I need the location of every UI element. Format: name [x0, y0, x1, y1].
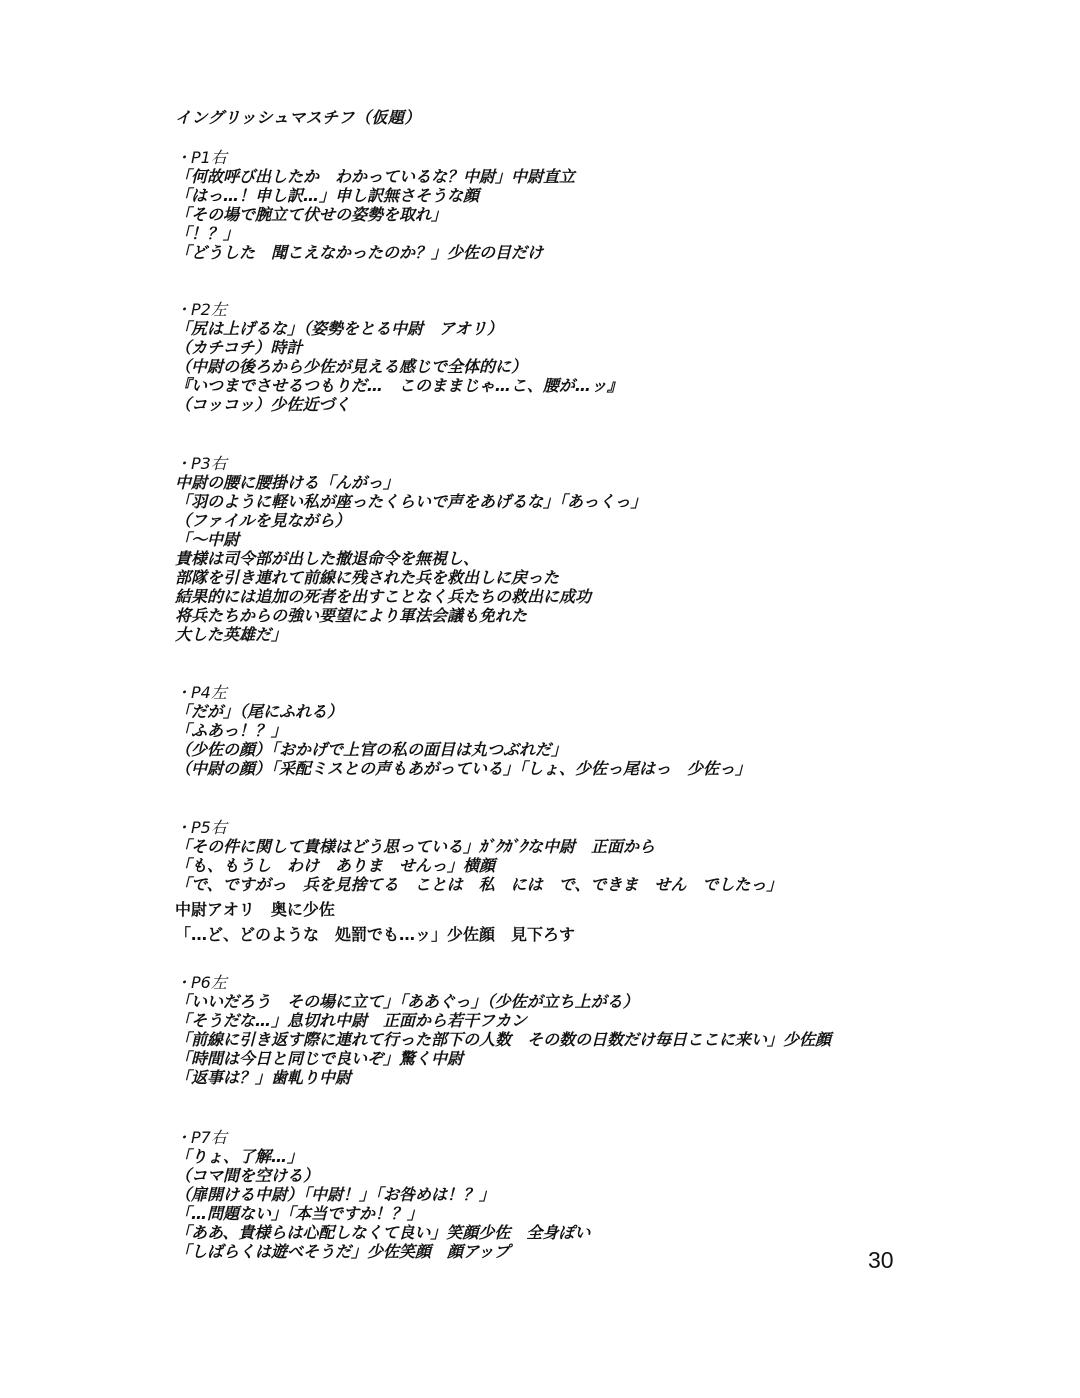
script-line: 「いいだろう その場に立て」「ああぐっ」（少佐が立ち上がる）	[175, 992, 639, 1011]
script-line: 「しばらくは遊べそうだ」少佐笑顔 顔アップ	[175, 1242, 510, 1261]
script-line: （コマ間を空ける）	[175, 1166, 320, 1185]
script-line: 「はっ…！申し訳…」申し訳無さそうな顔	[175, 186, 480, 205]
panel-section-p4	[175, 683, 751, 778]
script-line: 「！？」	[175, 224, 240, 243]
script-line: 「羽のように軽い私が座ったくらいで声をあげるな」「あっくっ」	[175, 492, 647, 511]
script-line: 貴様は司令部が出した撤退命令を無視し、	[175, 549, 480, 568]
section-header: ・P4左	[175, 683, 227, 702]
script-line: 「そうだな…」息切れ中尉 正面から若干フカン	[175, 1011, 527, 1030]
script-line: 「どうした 聞こえなかったのか？」少佐の目だけ	[175, 243, 544, 262]
script-line: 大した英雄だ」	[175, 625, 288, 644]
script-line: （ファイルを見ながら）	[175, 511, 351, 530]
script-line: 「ふあっ！？」	[175, 721, 287, 740]
script-line: 「…問題ない」「本当ですか！？」	[175, 1204, 424, 1223]
script-line: 将兵たちからの強い要望により軍法会議も免れた	[175, 606, 528, 625]
document-title: イングリッシュマスチフ（仮題）	[175, 108, 421, 127]
script-line: 「尻は上げるな」（姿勢をとる中尉 アオリ）	[175, 319, 503, 338]
script-line: （カチコチ）時計	[175, 338, 303, 357]
script-line: 「返事は？」歯軋り中尉	[175, 1068, 352, 1087]
section-header: ・P5右	[175, 818, 227, 837]
section-header: ・P3右	[175, 454, 227, 473]
script-line: 中尉アオリ 奥に少佐	[175, 900, 335, 919]
script-line: 「前線に引き返す際に連れて行った部下の人数 その数の日数だけ毎日ここに来い」少佐顔	[175, 1030, 832, 1049]
script-line: 「ああ、貴様らは心配しなくて良い」笑顔少佐 全身ぽい	[175, 1223, 591, 1242]
page-number: 30	[868, 1247, 894, 1273]
script-line: （少佐の顔）「おかげで上官の私の面目は丸つぶれだ」	[175, 740, 568, 759]
script-line: 「で、ですがっ 兵を見捨てる ことは 私 には で、できま せん でしたっ」	[175, 875, 783, 894]
section-header: ・P6左	[175, 973, 227, 992]
script-line: 結果的には追加の死者を出すことなく兵たちの救出に成功	[175, 587, 592, 606]
script-line: 「～中尉	[175, 530, 240, 549]
script-line: 「…ど、どのような 処罰でも…ッ」少佐顔 見下ろす	[175, 925, 576, 944]
panel-section-p1	[175, 148, 575, 262]
script-line: （中尉の顔）「采配ミスとの声もあがっている」「しょ、少佐っ尾はっ 少佐っ」	[175, 759, 752, 778]
section-header: ・P2左	[175, 300, 227, 319]
script-line: 『いつまでさせるつもりだ… このままじゃ…こ、腰が…ッ』	[175, 376, 623, 395]
script-line: 「だが」（尾にふれる）	[175, 702, 344, 721]
panel-section-p2	[175, 300, 623, 414]
script-line: 「りょ、了解…」	[175, 1147, 304, 1166]
script-line: （扉開ける中尉）「中尉！」「お咎めは！？」	[175, 1185, 496, 1204]
script-line: （中尉の後ろから少佐が見える感じで全体的に）	[175, 357, 528, 376]
panel-section-p3	[175, 454, 647, 644]
panel-section-p6	[175, 973, 831, 1087]
section-header: ・P1右	[175, 148, 227, 167]
script-line: （コッコッ）少佐近づく	[175, 395, 351, 414]
script-line: 「その場で腕立て伏せの姿勢を取れ」	[175, 205, 448, 224]
script-line: 「何故呼び出したか わかっているな？中尉」中尉直立	[175, 167, 576, 186]
panel-section-p7	[175, 1128, 590, 1261]
section-header: ・P7右	[175, 1128, 227, 1147]
script-line: 「その件に関して貴様はどう思っている」ｶﾞｸｶﾞｸな中尉 正面から	[175, 837, 656, 856]
script-line: 「も、もうし わけ ありま せんっ」横顔	[175, 856, 496, 875]
script-line: 「時間は今日と同じで良いぞ」驚く中尉	[175, 1049, 464, 1068]
panel-section-p5	[175, 818, 782, 944]
script-line: 中尉の腰に腰掛ける「んがっ」	[175, 473, 400, 492]
script-line: 部隊を引き連れて前線に残された兵を救出しに戻った	[175, 568, 560, 587]
